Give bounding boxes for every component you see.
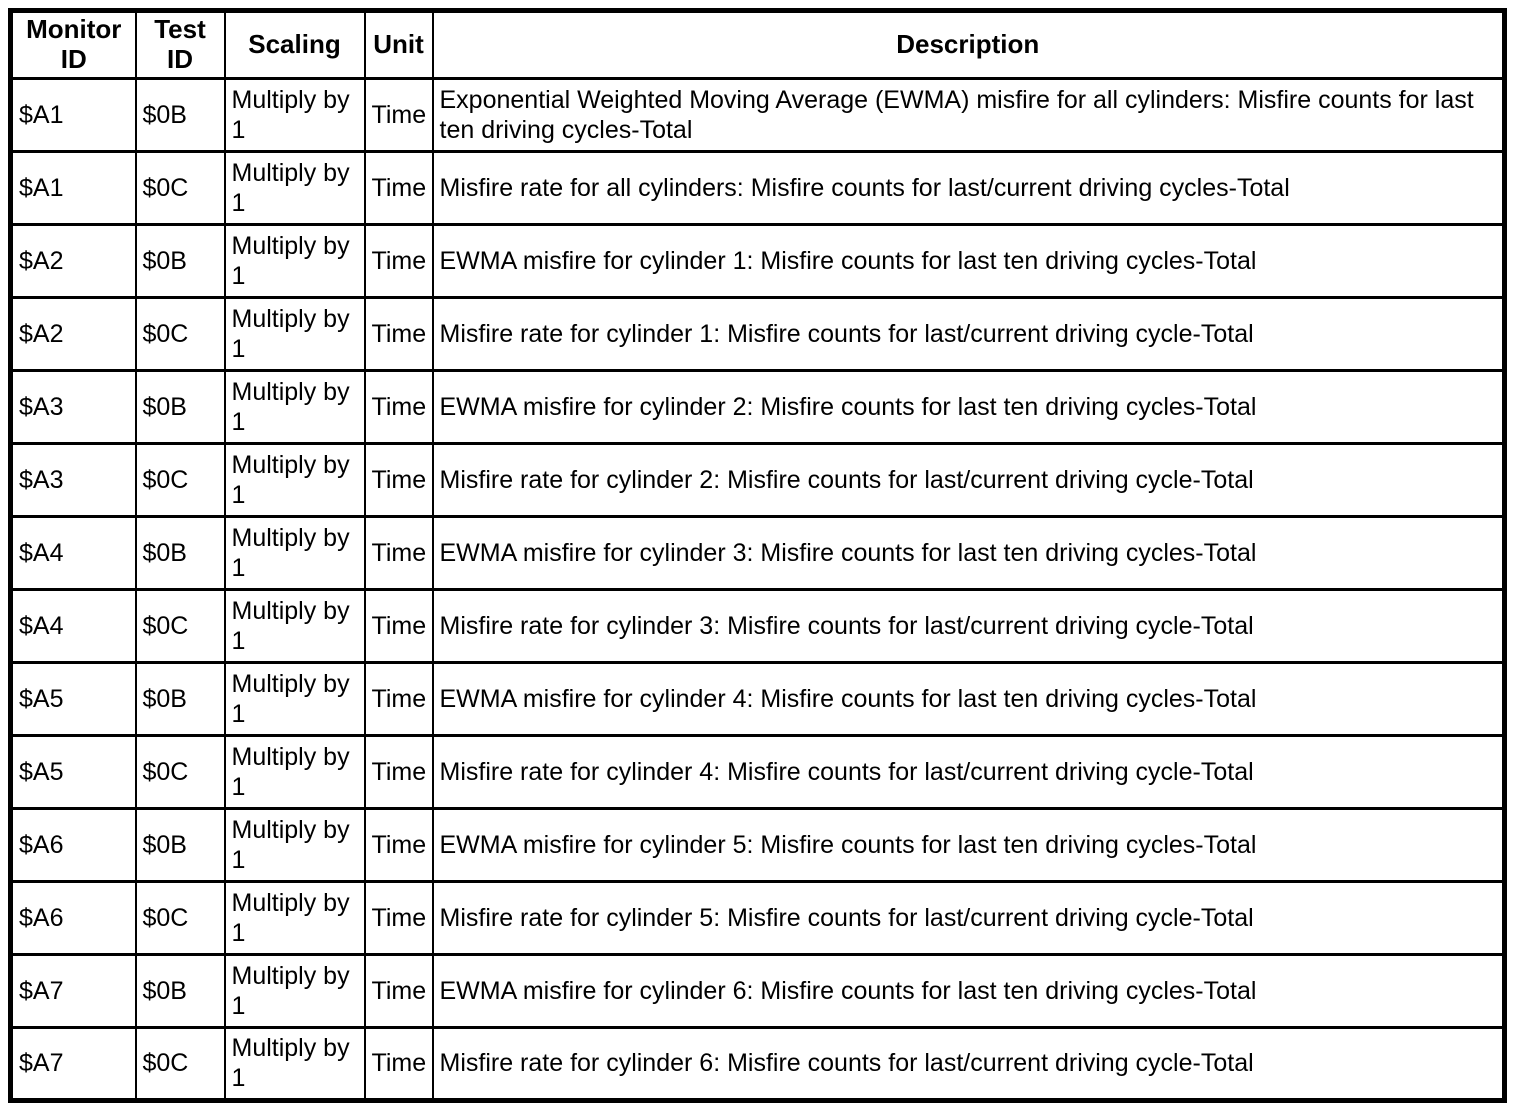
scaling-cell: Multiply by 1 — [225, 954, 365, 1027]
monitor-id-cell: $A5 — [11, 662, 136, 735]
unit-cell: Time — [365, 151, 433, 224]
monitor-id-cell: $A3 — [11, 370, 136, 443]
description-cell: EWMA misfire for cylinder 6: Misfire counts for last ten driving cycles-Total — [433, 954, 1505, 1027]
unit-cell: Time — [365, 297, 433, 370]
test-id-cell: $0B — [136, 662, 225, 735]
table-body — [11, 78, 1505, 1100]
description-cell: Misfire rate for cylinder 3: Misfire counts for last/current driving cycle-Total — [433, 589, 1505, 662]
unit-cell: Time — [365, 370, 433, 443]
monitor-id-cell: $A6 — [11, 881, 136, 954]
description-cell: Misfire rate for cylinder 2: Misfire counts for last/current driving cycle-Total — [433, 443, 1505, 516]
scaling-cell: Multiply by 1 — [225, 151, 365, 224]
monitor-id-cell: $A3 — [11, 443, 136, 516]
unit-cell: Time — [365, 589, 433, 662]
scaling-cell: Multiply by 1 — [225, 662, 365, 735]
unit-cell: Time — [365, 808, 433, 881]
scaling-cell: Multiply by 1 — [225, 443, 365, 516]
monitor-id-cell: $A1 — [11, 151, 136, 224]
description-cell: Exponential Weighted Moving Average (EWMA) misfire for all cylinders: Misfire counts for last ten driving cycles-Total — [433, 78, 1505, 151]
table-row — [11, 954, 1505, 1027]
scaling-cell: Multiply by 1 — [225, 516, 365, 589]
scaling-cell: Multiply by 1 — [225, 808, 365, 881]
monitor-id-cell: $A7 — [11, 1027, 136, 1100]
test-id-cell: $0C — [136, 151, 225, 224]
misfire-test-id-table — [8, 8, 1507, 1103]
table-row — [11, 589, 1505, 662]
unit-cell: Time — [365, 881, 433, 954]
test-id-cell: $0C — [136, 443, 225, 516]
test-id-cell: $0B — [136, 954, 225, 1027]
monitor-id-cell: $A5 — [11, 735, 136, 808]
scaling-cell: Multiply by 1 — [225, 735, 365, 808]
monitor-id-cell: $A1 — [11, 78, 136, 151]
monitor-id-cell: $A7 — [11, 954, 136, 1027]
scaling-cell: Multiply by 1 — [225, 370, 365, 443]
header-description: Description — [433, 11, 1505, 79]
test-id-cell: $0B — [136, 808, 225, 881]
header-unit: Unit — [365, 11, 433, 79]
table-row — [11, 662, 1505, 735]
unit-cell: Time — [365, 443, 433, 516]
test-id-cell: $0C — [136, 297, 225, 370]
monitor-id-cell: $A4 — [11, 516, 136, 589]
unit-cell: Time — [365, 662, 433, 735]
test-id-cell: $0C — [136, 1027, 225, 1100]
table-row — [11, 297, 1505, 370]
table-row — [11, 516, 1505, 589]
unit-cell: Time — [365, 735, 433, 808]
unit-cell: Time — [365, 78, 433, 151]
monitor-id-cell: $A6 — [11, 808, 136, 881]
description-cell: Misfire rate for cylinder 6: Misfire counts for last/current driving cycle-Total — [433, 1027, 1505, 1100]
unit-cell: Time — [365, 954, 433, 1027]
table-row — [11, 224, 1505, 297]
test-id-cell: $0C — [136, 881, 225, 954]
test-id-cell: $0B — [136, 370, 225, 443]
description-cell: EWMA misfire for cylinder 1: Misfire counts for last ten driving cycles-Total — [433, 224, 1505, 297]
description-cell: EWMA misfire for cylinder 4: Misfire counts for last ten driving cycles-Total — [433, 662, 1505, 735]
unit-cell: Time — [365, 224, 433, 297]
header-monitor-id: Monitor ID — [11, 11, 136, 79]
table-header-row — [11, 11, 1505, 79]
description-cell: Misfire rate for all cylinders: Misfire counts for last/current driving cycles-Total — [433, 151, 1505, 224]
test-id-cell: $0C — [136, 735, 225, 808]
test-id-cell: $0C — [136, 589, 225, 662]
monitor-id-cell: $A4 — [11, 589, 136, 662]
test-id-cell: $0B — [136, 224, 225, 297]
table-row — [11, 881, 1505, 954]
header-test-id: Test ID — [136, 11, 225, 79]
scaling-cell: Multiply by 1 — [225, 224, 365, 297]
description-cell: EWMA misfire for cylinder 5: Misfire counts for last ten driving cycles-Total — [433, 808, 1505, 881]
description-cell: EWMA misfire for cylinder 3: Misfire counts for last ten driving cycles-Total — [433, 516, 1505, 589]
description-cell: Misfire rate for cylinder 4: Misfire counts for last/current driving cycle-Total — [433, 735, 1505, 808]
header-scaling: Scaling — [225, 11, 365, 79]
description-cell: EWMA misfire for cylinder 2: Misfire counts for last ten driving cycles-Total — [433, 370, 1505, 443]
scaling-cell: Multiply by 1 — [225, 881, 365, 954]
test-id-cell: $0B — [136, 516, 225, 589]
table-row — [11, 443, 1505, 516]
scaling-cell: Multiply by 1 — [225, 78, 365, 151]
unit-cell: Time — [365, 1027, 433, 1100]
monitor-id-cell: $A2 — [11, 224, 136, 297]
scaling-cell: Multiply by 1 — [225, 297, 365, 370]
monitor-id-cell: $A2 — [11, 297, 136, 370]
table-row — [11, 151, 1505, 224]
description-cell: Misfire rate for cylinder 1: Misfire counts for last/current driving cycle-Total — [433, 297, 1505, 370]
table-row — [11, 1027, 1505, 1100]
description-cell: Misfire rate for cylinder 5: Misfire counts for last/current driving cycle-Total — [433, 881, 1505, 954]
table-row — [11, 808, 1505, 881]
scaling-cell: Multiply by 1 — [225, 589, 365, 662]
unit-cell: Time — [365, 516, 433, 589]
table-row — [11, 370, 1505, 443]
table-row — [11, 78, 1505, 151]
table-row — [11, 735, 1505, 808]
scaling-cell: Multiply by 1 — [225, 1027, 365, 1100]
test-id-cell: $0B — [136, 78, 225, 151]
